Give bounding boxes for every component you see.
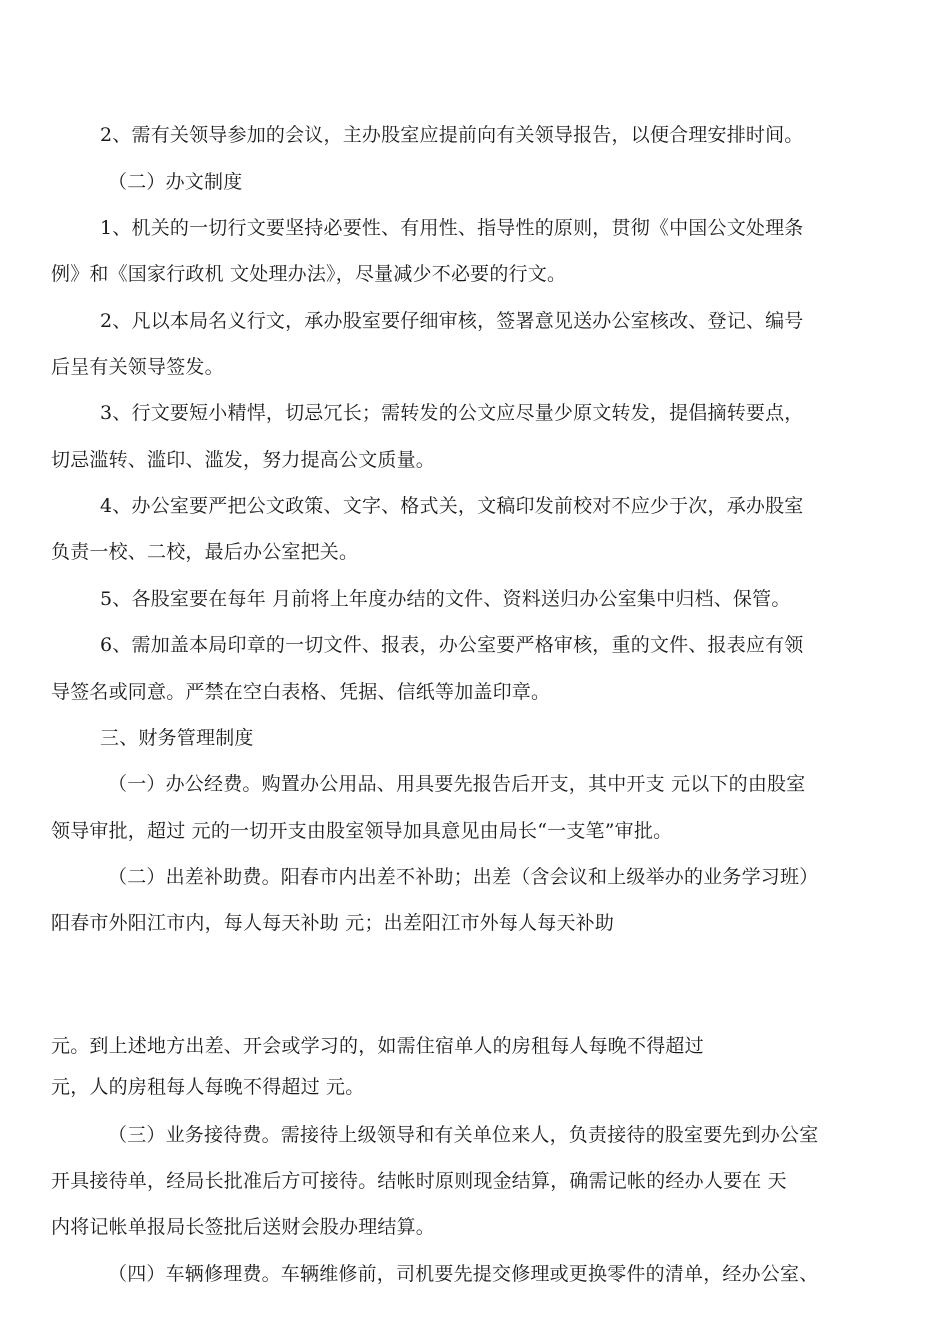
- paragraph-line: 开具接待单，经局长批准后方可接待。结帐时原则现金结算，确需记帐的经办人要在 天: [51, 1170, 787, 1192]
- paragraph-line: 2、需有关领导参加的会议，主办股室应提前向有关领导报告，以便合理安排时间。: [100, 124, 804, 146]
- section-heading: （二）办文制度: [108, 171, 243, 193]
- paragraph-line: 元。到上述地方出差、开会或学习的，如需住宿单人的房租每人每晚不得超过: [51, 1035, 704, 1057]
- section-heading: 三、财务管理制度: [100, 727, 254, 749]
- paragraph-line: （三）业务接待费。需接待上级领导和有关单位来人，负责接待的股室要先到办公室: [108, 1124, 819, 1146]
- paragraph-line: （二）出差补助费。阳春市内出差不补助；出差（含会议和上级举办的业务学习班）: [108, 866, 819, 888]
- paragraph-line: 后呈有关领导签发。: [51, 356, 224, 378]
- paragraph-line: （四）车辆修理费。车辆维修前，司机要先提交修理或更换零件的清单，经办公室、: [108, 1263, 819, 1285]
- paragraph-line: 3、行文要短小精悍，切忌冗长；需转发的公文应尽量少原文转发，提倡摘转要点，: [100, 402, 804, 424]
- paragraph-line: 阳春市外阳江市内，每人每天补助 元；出差阳江市外每人每天补助: [51, 912, 615, 934]
- paragraph-line: 内将记帐单报局长签批后送财会股办理结算。: [51, 1216, 436, 1238]
- paragraph-line: 例》和《国家行政机 文处理办法》，尽量减少不必要的行文。: [51, 263, 567, 285]
- paragraph-line: 2、凡以本局名义行文，承办股室要仔细审核，签署意见送办公室核改、登记、编号: [100, 310, 804, 332]
- paragraph-line: 领导审批，超过 元的一切开支由股室领导加具意见由局长“一支笔”审批。: [51, 820, 673, 842]
- paragraph-line: 导签名或同意。严禁在空白表格、凭据、信纸等加盖印章。: [51, 681, 551, 703]
- paragraph-line: 元，人的房租每人每晚不得超过 元。: [51, 1076, 365, 1098]
- paragraph-line: 6、需加盖本局印章的一切文件、报表，办公室要严格审核，重的文件、报表应有领: [100, 634, 804, 656]
- paragraph-line: 4、办公室要严把公文政策、文字、格式关，文稿印发前校对不应少于次，承办股室: [100, 495, 804, 517]
- paragraph-line: 切忌滥转、滥印、滥发，努力提高公文质量。: [51, 449, 436, 471]
- paragraph-line: 1、机关的一切行文要坚持必要性、有用性、指导性的原则，贯彻《中国公文处理条: [100, 217, 804, 239]
- paragraph-line: 5、各股室要在每年 月前将上年度办结的文件、资料送归办公室集中归档、保管。: [100, 588, 791, 610]
- paragraph-line: 负责一校、二校，最后办公室把关。: [51, 541, 359, 563]
- paragraph-line: （一）办公经费。购置办公用品、用具要先报告后开支，其中开支 元以下的由股室: [108, 773, 806, 795]
